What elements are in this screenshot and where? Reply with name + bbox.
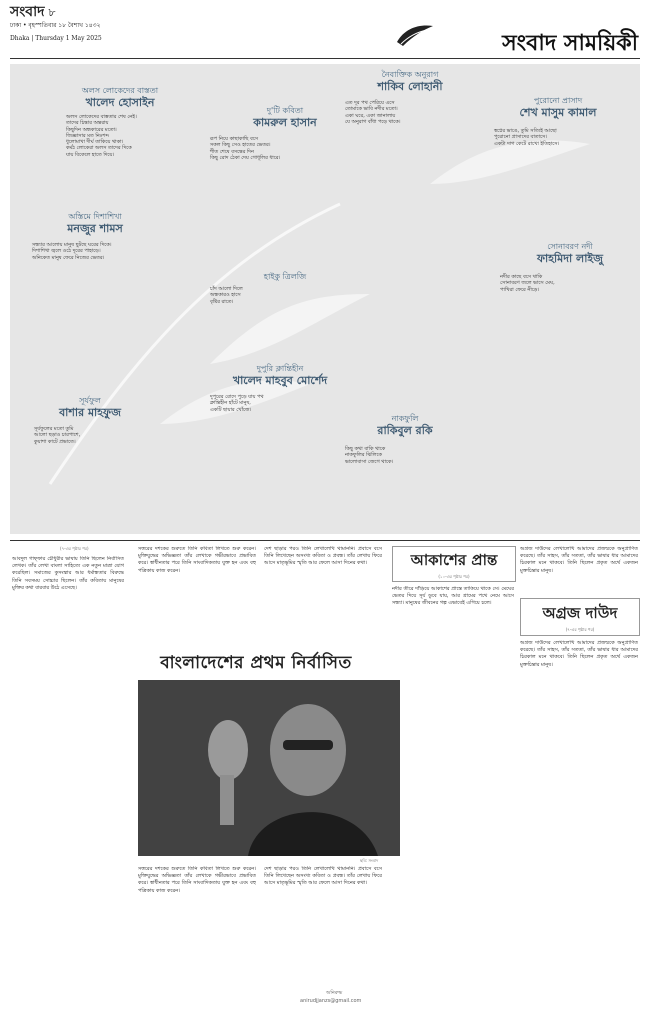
- poem-author: খালেদ মাহবুব মোর্শেদ: [232, 374, 328, 387]
- poem-body: রূপ নিয়ে কাছাকাছি বসে সকল কিছু সেও হাতের ভেতর। শীত শেষে বসন্তের দিন কিছু রোদ ঠেকা দেয় গোধূলির ধারে।: [210, 136, 281, 161]
- poem-author: রাকিবুল রকি: [377, 424, 433, 437]
- quill-logo-icon: [395, 22, 435, 48]
- poem-title: নাকফুলি: [391, 414, 419, 423]
- poem-title: নৈবাক্তিক অনুরাগ: [381, 70, 439, 79]
- article-column: দেশ ছাড়ার পরও তিনি লেখালেখি থামাননি। প্রবাসে বসে তিনি লিখেছেন অসংখ্য কবিতা ও প্রবন্ধ। তাঁর লেখায় ফিরে আসে মাতৃভূমির স্মৃতি আর ফেলে আসা দিনের কথা।: [264, 546, 382, 567]
- continuation-note: (৭-এর পৃষ্ঠার পর): [60, 546, 89, 551]
- article-column: অগ্রজ দাউদের লেখালেখি আমাদের প্রজন্মকে অনুপ্রাণিত করেছে। তাঁর সাহস, তাঁর সততা, তাঁর ভাষার ধার আমাদের চিরকাল মনে থাকবে। তিনি ছিলেন প্রকৃত অর্থে একজন মুক্তচিন্তার মানুষ।: [520, 546, 638, 574]
- poem-body: নদীর কাছে বসে থাকি সোনাবরণ জলে ভাসে মেঘ, পাখিরা ফেরে নীড়ে।: [500, 274, 555, 293]
- masthead-rule: [10, 58, 640, 59]
- poem-author: শেখ মাসুম কামাল: [519, 106, 597, 119]
- poem-title: হাইকু ত্রিলজি: [263, 272, 307, 281]
- photo-caption: ছবি: সংবাদ: [360, 858, 379, 863]
- section-divider: [10, 540, 640, 541]
- poem-title: দু'টি কবিতা: [266, 106, 304, 115]
- main-headline: বাংলাদেশের প্রথম নির্বাসিত: [160, 653, 352, 673]
- article-column: আবদুল গাফ্ফার চৌধুরীর ভাষায় তিনি ছিলেন নির্বাসিত লেখক। তাঁর লেখা বাংলা সাহিত্যে এক নতুন মাত্রা যোগ করেছিল। সমাজের কুসংস্কার আর ধর্মান্ধতার বিরুদ্ধে তিনি সবসময় সোচ্চার ছিলেন। তাঁর কবিতায় মানুষের মুক্তির কথা বারবার উঠে এসেছে।: [12, 556, 124, 591]
- poem-title: সোনাবরণ নদী: [547, 242, 593, 251]
- poem-title: পুরোনো প্রাসাদ: [533, 96, 583, 105]
- article-column: সত্তরের দশকের শুরুতে তিনি কবিতা লিখতে শুরু করেন। মুক্তিযুদ্ধের অভিজ্ঞতা তাঁর লেখাকে গভীরভাবে প্রভাবিত করে। স্বাধীনতার পরে তিনি সাংবাদিকতায় যুক্ত হন এবং বহু পত্রিকায় কাজ করেন।: [138, 546, 256, 574]
- feature-title-box: [520, 598, 640, 636]
- poem-body: চাঁদ আলো দিলে অন্ধকারও হাসে বৃষ্টির রাতে।: [210, 286, 243, 305]
- poem-body: অলস লোকেদের বাস্ততার শেষ নেই। তাদের চিন্তার অন্তরায় কিছুদিন অন্ধকারের মতো। জিজ্ঞাসার মত নিঃশব্দ ধুলোমাখা দীর্ঘ তাকিয়ে থাকা। কর্মঠ লোকেরা অলস তাদের দিকে যায় বিকেলে হাতে দিয়ে।: [66, 114, 137, 158]
- poem-body: স্বপ্নের ভাঙে, তুমি সত্যিই আছো পুরোনো প্রাসাদের বাতাসে। একটা দাগ কেটে রাখো ইতিহাসে।: [494, 128, 560, 147]
- poem-author: মনজুর শামস: [67, 222, 123, 235]
- author-signoff: অনিরুদ্ধ: [326, 990, 343, 996]
- poem-title: অলস লোকেদের বাস্ততা: [81, 86, 159, 95]
- article-column: অগ্রজ দাউদের লেখালেখি আমাদের প্রজন্মকে অনুপ্রাণিত করেছে। তাঁর সাহস, তাঁর সততা, তাঁর ভাষার ধার আমাদের চিরকাল মনে থাকবে। তিনি ছিলেন প্রকৃত অর্থে একজন মুক্তচিন্তার মানুষ।: [520, 640, 638, 668]
- poetry-panel: [10, 64, 640, 534]
- masthead-left: [10, 6, 102, 45]
- poem-title: সূর্যফুল: [79, 396, 101, 405]
- poem-title: অস্তিমে দিশাশিখা: [68, 212, 122, 221]
- masthead: [0, 0, 650, 62]
- article-column: নদীর তীরে দাঁড়িয়ে আকাশের প্রান্তে তাকিয়ে থাকে সে। মেঘের ভেতর দিয়ে সূর্য ডুবে যায়, আর গ্রামের পথে নেমে আসে সন্ধ্যা। মানুষের জীবনের গল্প এভাবেই এগিয়ে চলে।: [392, 586, 514, 607]
- article-column: দেশ ছাড়ার পরও তিনি লেখালেখি থামাননি। প্রবাসে বসে তিনি লিখেছেন অসংখ্য কবিতা ও প্রবন্ধ। তাঁর লেখায় ফিরে আসে মাতৃভূমির স্মৃতি আর ফেলে আসা দিনের কথা।: [264, 866, 382, 887]
- story-title: আকাশের প্রান্ত: [410, 551, 498, 569]
- feature-title: অগ্রজ দাউদ: [542, 604, 618, 622]
- poem-body: এত দূর পথ পেরিয়ে এসে তোমাকে ভাবি নদীর মতো। একা ঘরে, একা জানালায় যে অনুরাগ বাঁধা পড়ে থাকে।: [345, 100, 401, 125]
- poem-body: সূর্যফুলের মতো তুমি আলো ছড়াও চারপাশে, কুয়াশা কাটে প্রভাতে।: [34, 426, 81, 445]
- poem-author: বাশার মাহফুজ: [59, 406, 121, 419]
- date-bangla: ঢাকা • বৃহস্পতিবার ১৮ বৈশাখ ১৪৩২: [10, 22, 101, 29]
- article-column: সত্তরের দশকের শুরুতে তিনি কবিতা লিখতে শুরু করেন। মুক্তিযুদ্ধের অভিজ্ঞতা তাঁর লেখাকে গভীরভাবে প্রভাবিত করে। স্বাধীনতার পরে তিনি সাংবাদিকতায় যুক্ত হন এবং বহু পত্রিকায় কাজ করেন।: [138, 866, 256, 894]
- feature-continuation: (৭-এর পৃষ্ঠার পর): [565, 627, 595, 632]
- poem-author: শাকিব লোহানী: [377, 80, 443, 93]
- poem-body: দুপুরের রোদে পুড়ে যায় পথ ক্লান্তিহীন হাঁটে মানুষ, একটি ছায়ার খোঁজে।: [210, 394, 264, 413]
- poem-author: কামরুল হাসান: [253, 116, 317, 129]
- author-photo: [138, 680, 400, 856]
- poem-body: কিছু কথা বাকি থাকে নাকফুলির ঝিলিকে ভালোবাসা জেগে থাকে।: [345, 446, 394, 465]
- story-continuation: (১০-এর পৃষ্ঠার পর): [438, 574, 470, 579]
- author-portrait-image: [138, 680, 400, 856]
- story-title-box: [392, 546, 516, 582]
- paper-logo: সংবাদ: [10, 4, 45, 20]
- poem-author: ফাহমিদা লাইজু: [536, 252, 603, 265]
- page-number: ৮: [48, 6, 56, 19]
- poem-body: সন্ধ্যার আলোয় মানুষ ছুটছে ঘরের দিকে। দিশাশিখা জ্বলে ওঠে দূরের পাহাড়ে। অনিকেত মানুষ ফেরে নিজের ভেতর।: [32, 242, 112, 261]
- section-title: সংবাদ সাময়িকী: [502, 30, 638, 56]
- date-english: Dhaka | Thursday 1 May 2025: [10, 35, 102, 42]
- author-email: anirudjjanzs@gmail.com: [300, 998, 362, 1004]
- poem-title: দুপুরি ক্লান্তিহীন: [256, 364, 304, 373]
- poem-author: খালেদ হোসাইন: [85, 96, 155, 109]
